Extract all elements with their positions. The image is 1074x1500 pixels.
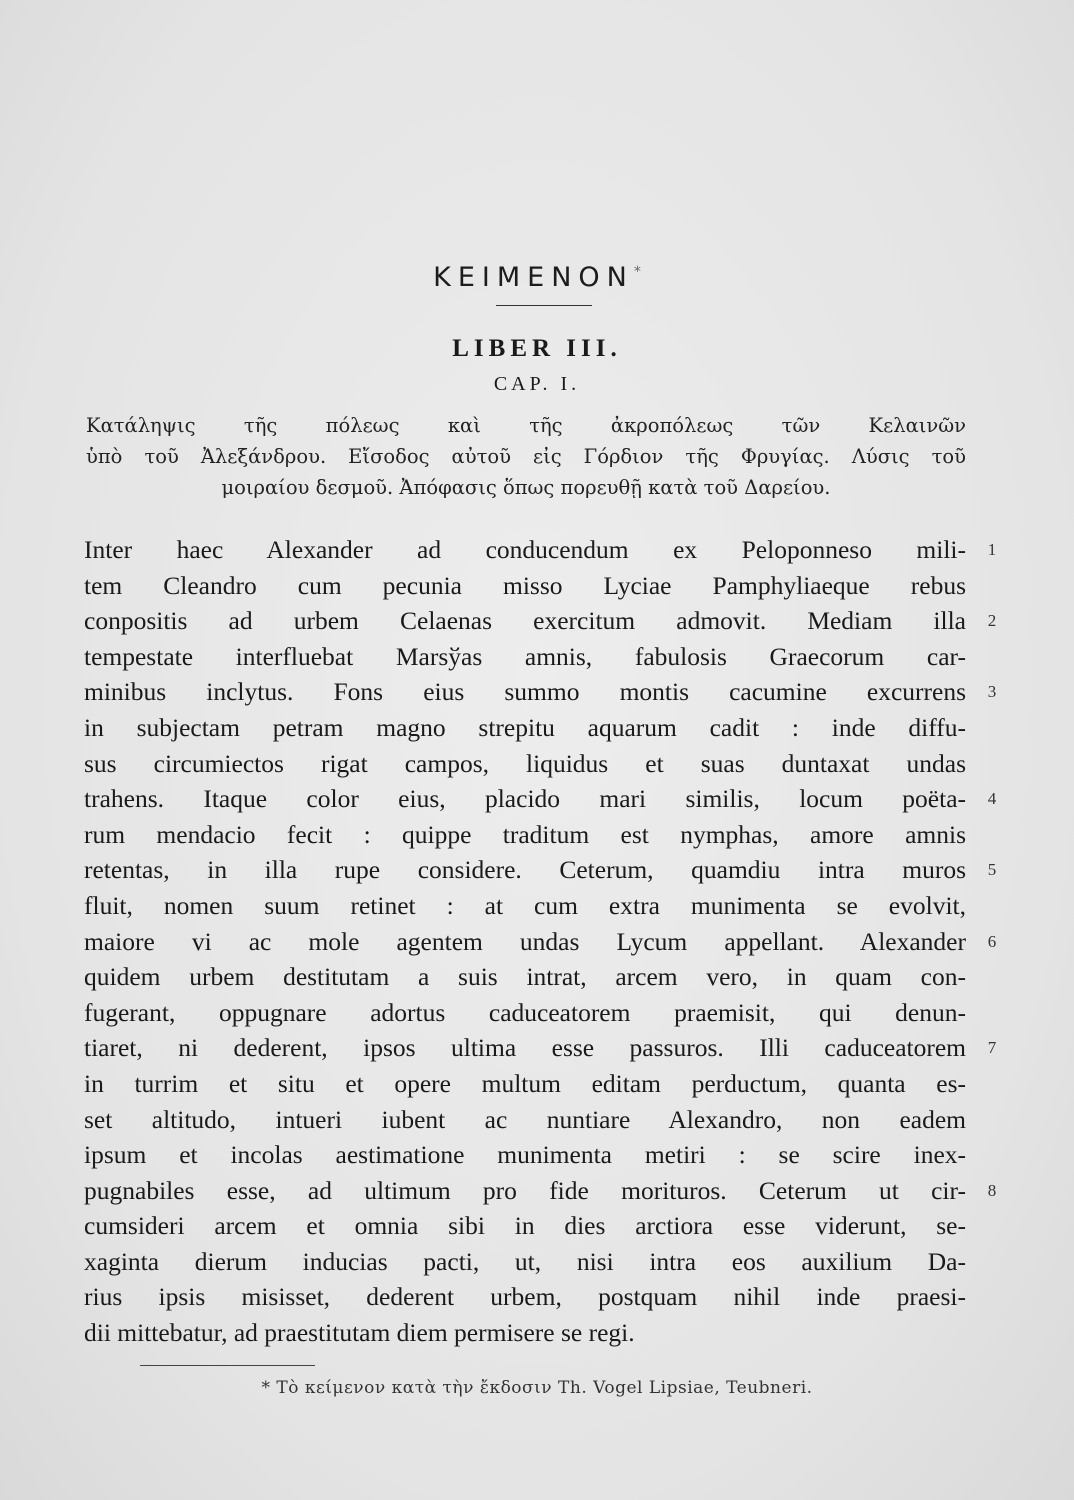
text-line: maiore vi ac mole agentem undas Lycum appellant. Alexander (84, 926, 966, 956)
text-line: retentas, in illa rupe considere. Ceterum, quamdiu intra muros (84, 855, 966, 885)
summary-line: Κατάληψις τῆς πόλεως καὶ τῆς ἀκροπόλεως τῶν Κελαινῶν (86, 414, 966, 437)
text-line: in subjectam petram magno strepitu aquarum cadit : inde diffu- (84, 712, 966, 742)
text-line: trahens. Itaque color eius, placido mari similis, locum poëta- (84, 784, 966, 814)
title-text: KEIMENON (433, 262, 634, 293)
text-line: set altitudo, intueri iubent ac nuntiare Alexandro, non eadem (84, 1104, 966, 1134)
text-line: tempestate interfluebat Marsўas amnis, fabulosis Graecorum car- (84, 641, 966, 671)
section-number: 8 (987, 1180, 997, 1200)
text-line: in turrim et situ et opere multum editam perductum, quanta es- (84, 1068, 966, 1098)
footnote: * Τὸ κείμενον κατὰ τὴν ἔκδοσιν Th. Vogel Lipsiae, Teubneri. (261, 1378, 813, 1398)
title-footnote-mark: * (633, 264, 641, 280)
summary-line: ὑπὸ τοῦ Ἀλεξάνδρου. Εἴσοδος αὐτοῦ εἰς Γόρδιον τῆς Φρυγίας. Λύσις τοῦ (86, 445, 966, 468)
page-title (0, 262, 1074, 293)
text-line: cumsideri arcem et omnia sibi in dies arctiora esse viderunt, se- (84, 1211, 966, 1241)
summary-line: μοιραίου δεσμοῦ. Ἀπόφασις ὅπως πορευθῇ κατὰ τοῦ Δαρείου. (221, 476, 831, 499)
section-number: 4 (987, 789, 997, 809)
text-line: xaginta dierum inducias pacti, ut, nisi intra eos auxilium Da- (84, 1246, 966, 1276)
text-line: fugerant, oppugnare adortus caduceatorem praemisit, qui denun- (84, 997, 966, 1027)
chapter-heading: CAP. I. (493, 373, 581, 395)
chapter-summary (86, 410, 966, 503)
text-line: pugnabiles esse, ad ultimum pro fide morituros. Ceterum ut cir- (84, 1175, 966, 1205)
section-number: 5 (987, 860, 997, 880)
footnote-rule (140, 1365, 315, 1366)
text-line: fluit, nomen suum retinet : at cum extra munimenta se evolvit, (84, 890, 966, 920)
text-line: minibus inclytus. Fons eius summo montis cacumine excurrens (84, 677, 966, 707)
title-rule (496, 305, 592, 306)
section-number: 6 (987, 931, 997, 951)
text-line: dii mittebatur, ad praestitutam diem permisere se regi. (84, 1318, 635, 1348)
text-line: rum mendacio fecit : quippe traditum est nymphas, amore amnis (84, 819, 966, 849)
text-line: Inter haec Alexander ad conducendum ex Peloponneso mili- (84, 535, 966, 564)
section-number: 7 (987, 1038, 997, 1058)
text-line: rius ipsis misisset, dederent urbem, postquam nihil inde praesi- (84, 1282, 966, 1312)
section-number: 1 (987, 540, 997, 559)
text-line: sus circumiectos rigat campos, liquidus et suas duntaxat undas (84, 748, 966, 778)
text-line: tiaret, ni dederent, ipsos ultima esse passuros. Illi caduceatorem (84, 1033, 966, 1063)
text-line: quidem urbem destitutam a suis intrat, arcem vero, in quam con- (84, 962, 966, 992)
section-number: 3 (987, 682, 997, 702)
body-text (84, 532, 966, 1351)
text-line: ipsum et incolas aestimatione munimenta metiri : se scire inex- (84, 1140, 966, 1170)
text-line: conpositis ad urbem Celaenas exercitum admovit. Mediam illa (84, 606, 966, 636)
book-heading: LIBER III. (452, 335, 622, 362)
section-number: 2 (987, 611, 997, 631)
text-line: tem Cleandro cum pecunia misso Lyciae Pamphyliaeque rebus (84, 570, 966, 600)
